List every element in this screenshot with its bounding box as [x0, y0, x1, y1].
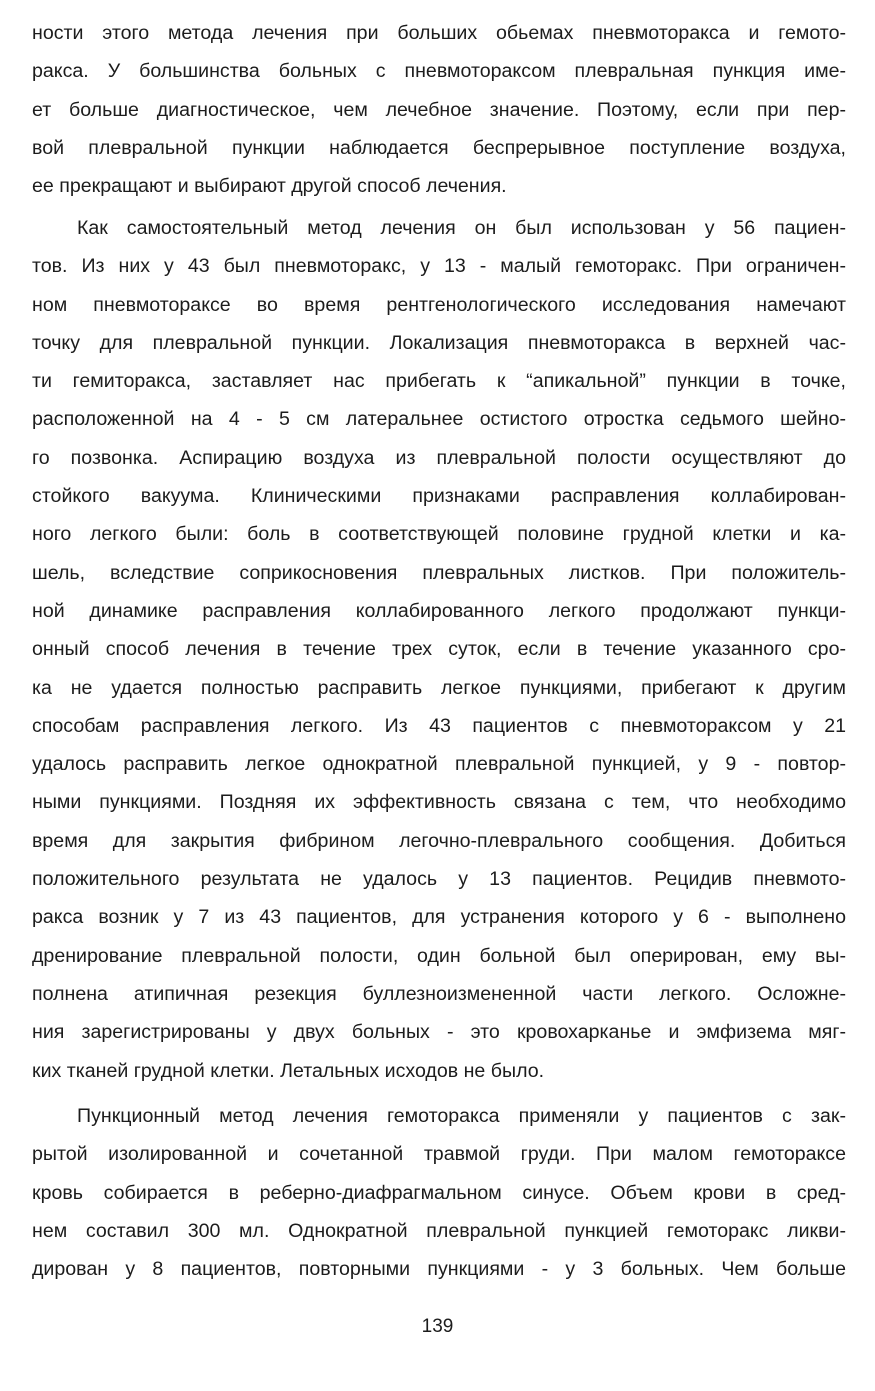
- text-line: нем составил 300 мл. Однократной плевральной пункцией гемоторакс ликви-: [32, 1219, 846, 1242]
- text-line: удалось расправить легкое однократной плевральной пункцией, у 9 - повтор-: [32, 753, 846, 776]
- text-line: положительного результата не удалось у 13 пациентов. Рецидив пневмото-: [32, 868, 846, 891]
- text-line: тов. Из них у 43 был пневмоторакс, у 13 - малый гемоторакс. При ограничен-: [32, 255, 846, 278]
- text-line: ее прекращают и выбирают другой способ лечения.: [32, 175, 507, 198]
- text-line: го позвонка. Аспирацию воздуха из плевральной полости осуществляют до: [32, 446, 846, 469]
- paragraph-1: [32, 14, 846, 205]
- text-line: время для закрытия фибрином легочно-плеврального сообщения. Добиться: [32, 829, 846, 852]
- text-line: ти гемиторакса, заставляет нас прибегать к “апикальной” пункции в точке,: [32, 370, 846, 393]
- text-line: шель, вследствие соприкосновения плевральных листков. При положитель-: [32, 561, 846, 584]
- text-line: Как самостоятельный метод лечения он был использован у 56 пациен-: [77, 217, 846, 239]
- text-line: ном пневмотораксе во время рентгенологического исследования намечают: [32, 293, 846, 316]
- text-line: ния зарегистрированы у двух больных - это кровохарканье и эмфизема мяг-: [32, 1021, 846, 1044]
- paragraph-2: [32, 209, 846, 1090]
- text-line: стойкого вакуума. Клиническими признаками расправления коллабирован-: [32, 485, 846, 508]
- text-line: расположенной на 4 - 5 см латеральнее остистого отростка седьмого шейно-: [32, 408, 846, 431]
- text-line: кровь собирается в реберно-диафрагмальном синусе. Объем крови в сред-: [32, 1181, 846, 1204]
- text-line: Пункционный метод лечения гемоторакса применяли у пациентов с зак-: [77, 1105, 846, 1127]
- text-line: полнена атипичная резекция буллезноизмененной части легкого. Осложне-: [32, 982, 846, 1005]
- text-line: способам расправления легкого. Из 43 пациентов с пневмотораксом у 21: [32, 714, 846, 737]
- text-line: дирован у 8 пациентов, повторными пункциями - у 3 больных. Чем больше: [32, 1258, 846, 1281]
- page-number: 139: [421, 1316, 454, 1337]
- text-line: онный способ лечения в течение трех суток, если в течение указанного сро-: [32, 638, 846, 661]
- text-line: точку для плевральной пункции. Локализация пневмоторакса в верхней час-: [32, 331, 846, 354]
- text-line: ного легкого были: боль в соответствующей половине грудной клетки и ка-: [32, 523, 846, 546]
- text-line: ракса возник у 7 из 43 пациентов, для устранения которого у 6 - выполнено: [32, 906, 846, 929]
- text-line: ности этого метода лечения при больших обьемах пневмоторакса и гемото-: [32, 22, 846, 44]
- text-line: ка не удается полностью расправить легкое пункциями, прибегают к другим: [32, 676, 846, 699]
- text-line: ной динамике расправления коллабированного легкого продолжают пункци-: [32, 599, 846, 622]
- paragraph-3: [32, 1097, 846, 1288]
- text-line: вой плевральной пункции наблюдается беспрерывное поступление воздуха,: [32, 136, 846, 159]
- text-line: дренирование плевральной полости, один больной был оперирован, ему вы-: [32, 944, 846, 967]
- text-line: ракса. У большинства больных с пневмотораксом плевральная пункция име-: [32, 60, 846, 83]
- text-line: ными пункциями. Поздняя их эффективность связана с тем, что необходимо: [32, 791, 846, 814]
- text-line: рытой изолированной и сочетанной травмой груди. При малом гемотораксе: [32, 1143, 846, 1166]
- text-line: ких тканей грудной клетки. Летальных исходов не было.: [32, 1059, 545, 1082]
- text-line: ет больше диагностическое, чем лечебное значение. Поэтому, если при пер-: [32, 98, 846, 121]
